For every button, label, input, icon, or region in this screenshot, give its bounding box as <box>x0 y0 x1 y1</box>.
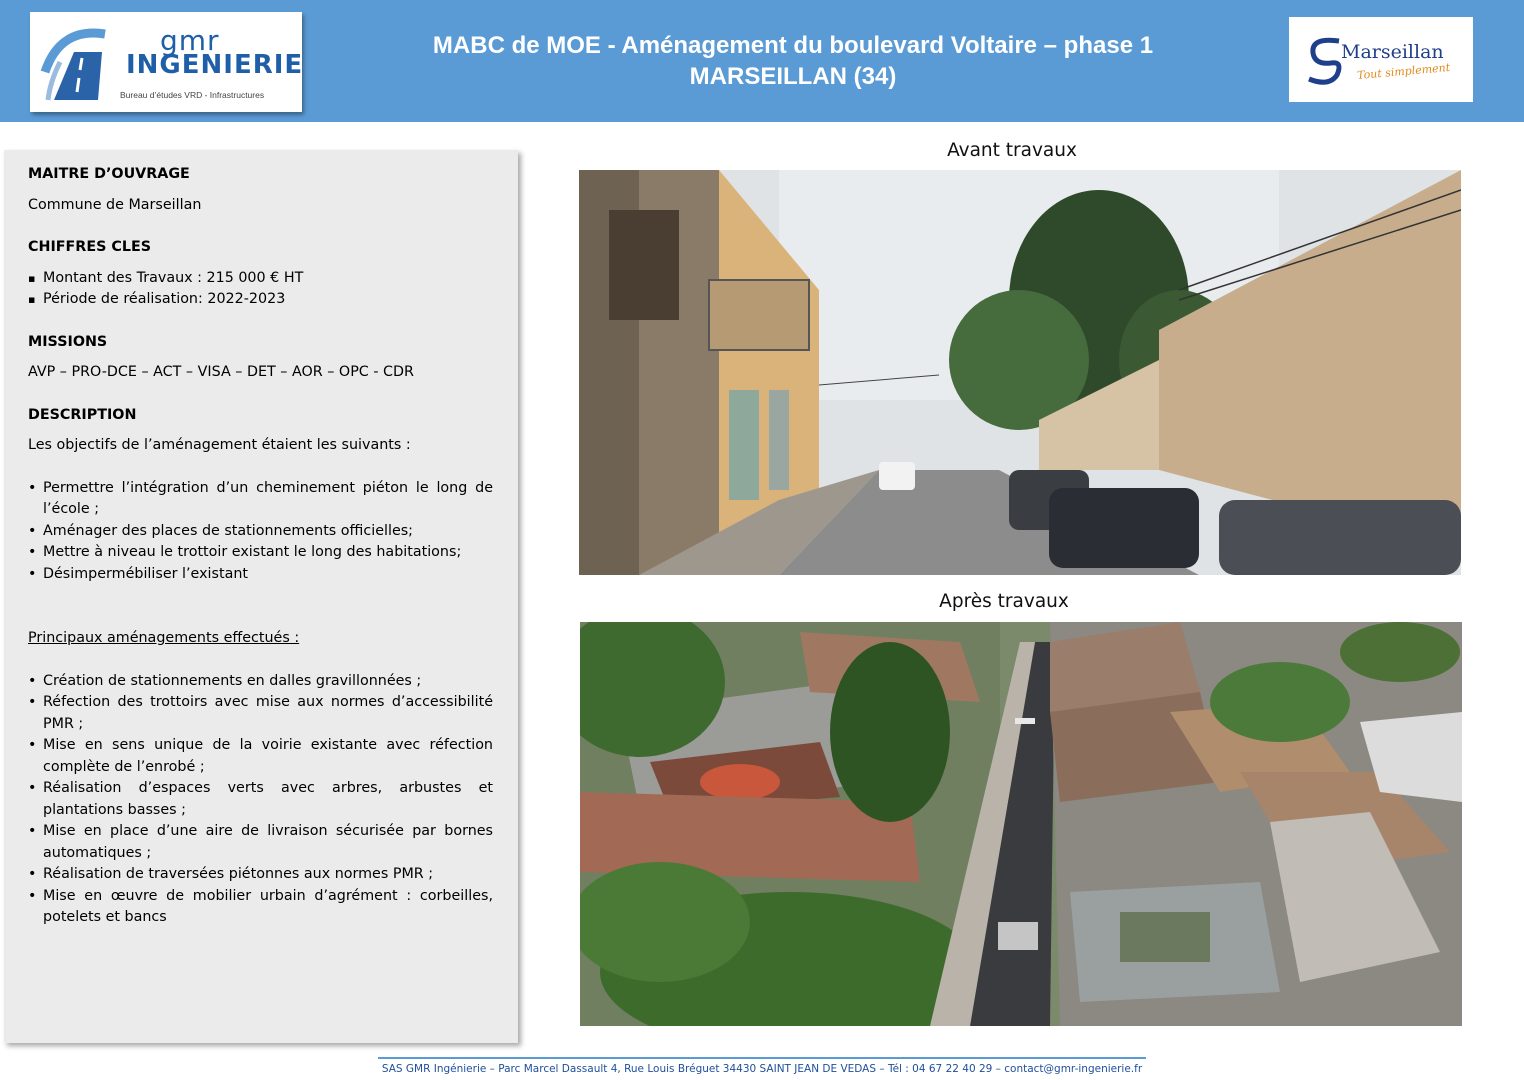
list-item: • Réfection des trottoirs avec mise aux normes d’accessibilité PMR ; <box>28 692 493 735</box>
description-intro: Les objectifs de l’aménagement étaient les suivants : <box>28 437 411 453</box>
list-item: • Aménager des places de stationnements officielles; <box>28 521 493 543</box>
list-item: • Création de stationnements en dalles gravillonnées ; <box>28 671 493 693</box>
description-heading: DESCRIPTION <box>28 406 137 423</box>
gmr-logo-main: INGENIERIE <box>126 50 304 80</box>
title-line-2: MARSEILLAN (34) <box>689 63 897 90</box>
title-line-1: MABC de MOE - Aménagement du boulevard Voltaire – phase 1 <box>432 32 1154 59</box>
chiffres-cles-list <box>28 268 493 311</box>
gmr-ingenierie-logo <box>30 12 302 112</box>
marseillan-logo-tagline: Tout simplement <box>1356 60 1451 83</box>
header-banner <box>0 0 1524 122</box>
list-item: ▪ Montant des Travaux : 215 000 € HT <box>28 268 493 290</box>
footer-contact: SAS GMR Ingénierie – Parc Marcel Dassault 4, Rue Louis Bréguet 34430 SAINT JEAN DE VEDAS – Tél : 04 67 22 40 29 – contact@gmr-ingenierie.fr <box>378 1057 1146 1080</box>
gmr-logo-tagline: Bureau d’études VRD - Infrastructures <box>120 90 265 100</box>
list-item: • Permettre l’intégration d’un cheminement piéton le long de l’école ; <box>28 478 493 521</box>
maitre-ouvrage-heading: MAITRE D’OUVRAGE <box>28 166 190 182</box>
missions-value: AVP – PRO-DCE – ACT – VISA – DET – AOR – OPC - CDR <box>28 364 414 380</box>
after-photo-label: Après travaux <box>939 591 1069 612</box>
list-item: • Réalisation d’espaces verts avec arbres, arbustes et plantations basses ; <box>28 778 493 821</box>
amenagements-list <box>28 671 493 929</box>
after-photo <box>580 622 1462 1026</box>
list-item: • Mise en sens unique de la voirie existante avec réfection complète de l’enrobé ; <box>28 735 493 778</box>
list-item: • Mise en œuvre de mobilier urbain d’agrément : corbeilles, potelets et bancs <box>28 886 493 929</box>
objectives-list <box>28 478 493 586</box>
page-title <box>310 30 1276 92</box>
list-item: • Mettre à niveau le trottoir existant le long des habitations; <box>28 542 493 564</box>
gmr-road-icon <box>40 22 120 102</box>
street-after-aerial-image <box>580 622 1462 1026</box>
street-before-image <box>579 170 1461 575</box>
list-item: • Mise en place d’une aire de livraison sécurisée par bornes automatiques ; <box>28 821 493 864</box>
marseillan-logo-name: Marseillan <box>1341 41 1444 63</box>
maitre-ouvrage-value: Commune de Marseillan <box>28 196 202 213</box>
before-photo <box>579 170 1461 575</box>
project-info-panel <box>4 150 518 1043</box>
missions-heading: MISSIONS <box>28 333 108 350</box>
chiffres-cles-heading: CHIFFRES CLES <box>28 239 152 255</box>
list-item: • Désimpermébiliser l’existant <box>28 564 493 586</box>
marseillan-logo <box>1289 17 1473 102</box>
list-item: • Réalisation de traversées piétonnes aux normes PMR ; <box>28 864 493 886</box>
amenagements-heading: Principaux aménagements effectués : <box>28 630 300 646</box>
gmr-logo-word: gmr <box>160 24 220 57</box>
list-item: ▪ Période de réalisation: 2022-2023 <box>28 289 493 311</box>
before-photo-label: Avant travaux <box>947 140 1077 161</box>
